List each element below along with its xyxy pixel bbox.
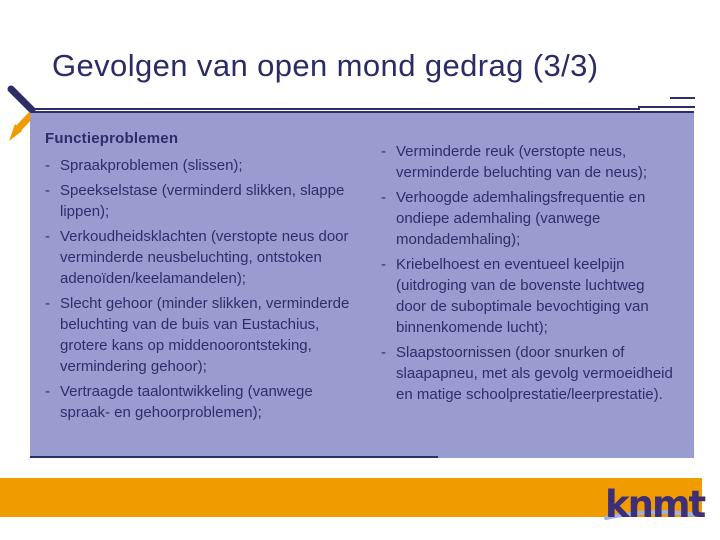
bullet-dash: - — [381, 189, 386, 206]
bullet-text: Vertraagde taalontwikkeling (vanwege spraak- en gehoorproblemen); — [60, 383, 313, 421]
left-column — [45, 128, 357, 458]
bullet-text: Verkoudheidsklachten (verstopte neus door verminderde neusbeluchting, ontstoken adenoïden/keelamandelen); — [60, 228, 349, 287]
bullet-dash: - — [381, 256, 386, 273]
bullet-dash: - — [381, 143, 386, 160]
bullet-dash: - — [45, 157, 50, 174]
panel-bottom-line — [30, 456, 438, 458]
bullet-dash: - — [45, 182, 50, 199]
title-underline-step — [638, 106, 695, 108]
bullet-item — [381, 141, 678, 183]
bullet-text: Verhoogde ademhalingsfrequentie en ondiepe ademhaling (vanwege mondademhaling); — [396, 189, 646, 248]
content-panel — [30, 111, 694, 458]
bullet-text: Spraakproblemen (slissen); — [60, 157, 243, 174]
bullet-text: Slaapstoornissen (door snurken of slaapapneu, met als gevolg vermoeidheid en matige schoolprestatie/leerprestatie). — [396, 344, 673, 403]
bullet-text: Slecht gehoor (minder slikken, verminderde beluchting van de buis van Eustachius, grotere kans op middenoorontsteking, vermindering gehoor); — [60, 295, 350, 375]
bullet-item — [45, 155, 357, 176]
bullet-item — [381, 254, 678, 338]
left-column-heading: Functieproblemen — [45, 130, 179, 147]
bullet-item — [381, 187, 678, 250]
bullet-dash: - — [45, 383, 50, 400]
bullet-item — [45, 293, 357, 377]
title-underline-step-upper — [670, 97, 695, 99]
bullet-dash: - — [45, 228, 50, 245]
bullet-text: Verminderde reuk (verstopte neus, verminderde beluchting van de neus); — [396, 143, 647, 181]
bullet-item — [381, 342, 678, 405]
bullet-dash: - — [45, 295, 50, 312]
right-column — [381, 128, 678, 458]
bullet-item — [45, 226, 357, 289]
bullet-text: Kriebelhoest en eventueel keelpijn (uitdroging van de bovenste luchtweg door de suboptimale bevochtiging van binnenkomende lucht); — [396, 256, 649, 336]
footer-orange-bar — [0, 478, 702, 517]
bullet-item — [45, 381, 357, 423]
bullet-text: Speekselstase (verminderd slikken, slappe lippen); — [60, 182, 345, 220]
bullet-item — [45, 180, 357, 222]
title-underline — [30, 108, 640, 110]
slide-title: Gevolgen van open mond gedrag (3/3) — [52, 48, 599, 83]
knmt-logo: knmt — [605, 483, 705, 526]
bullet-dash: - — [381, 344, 386, 361]
